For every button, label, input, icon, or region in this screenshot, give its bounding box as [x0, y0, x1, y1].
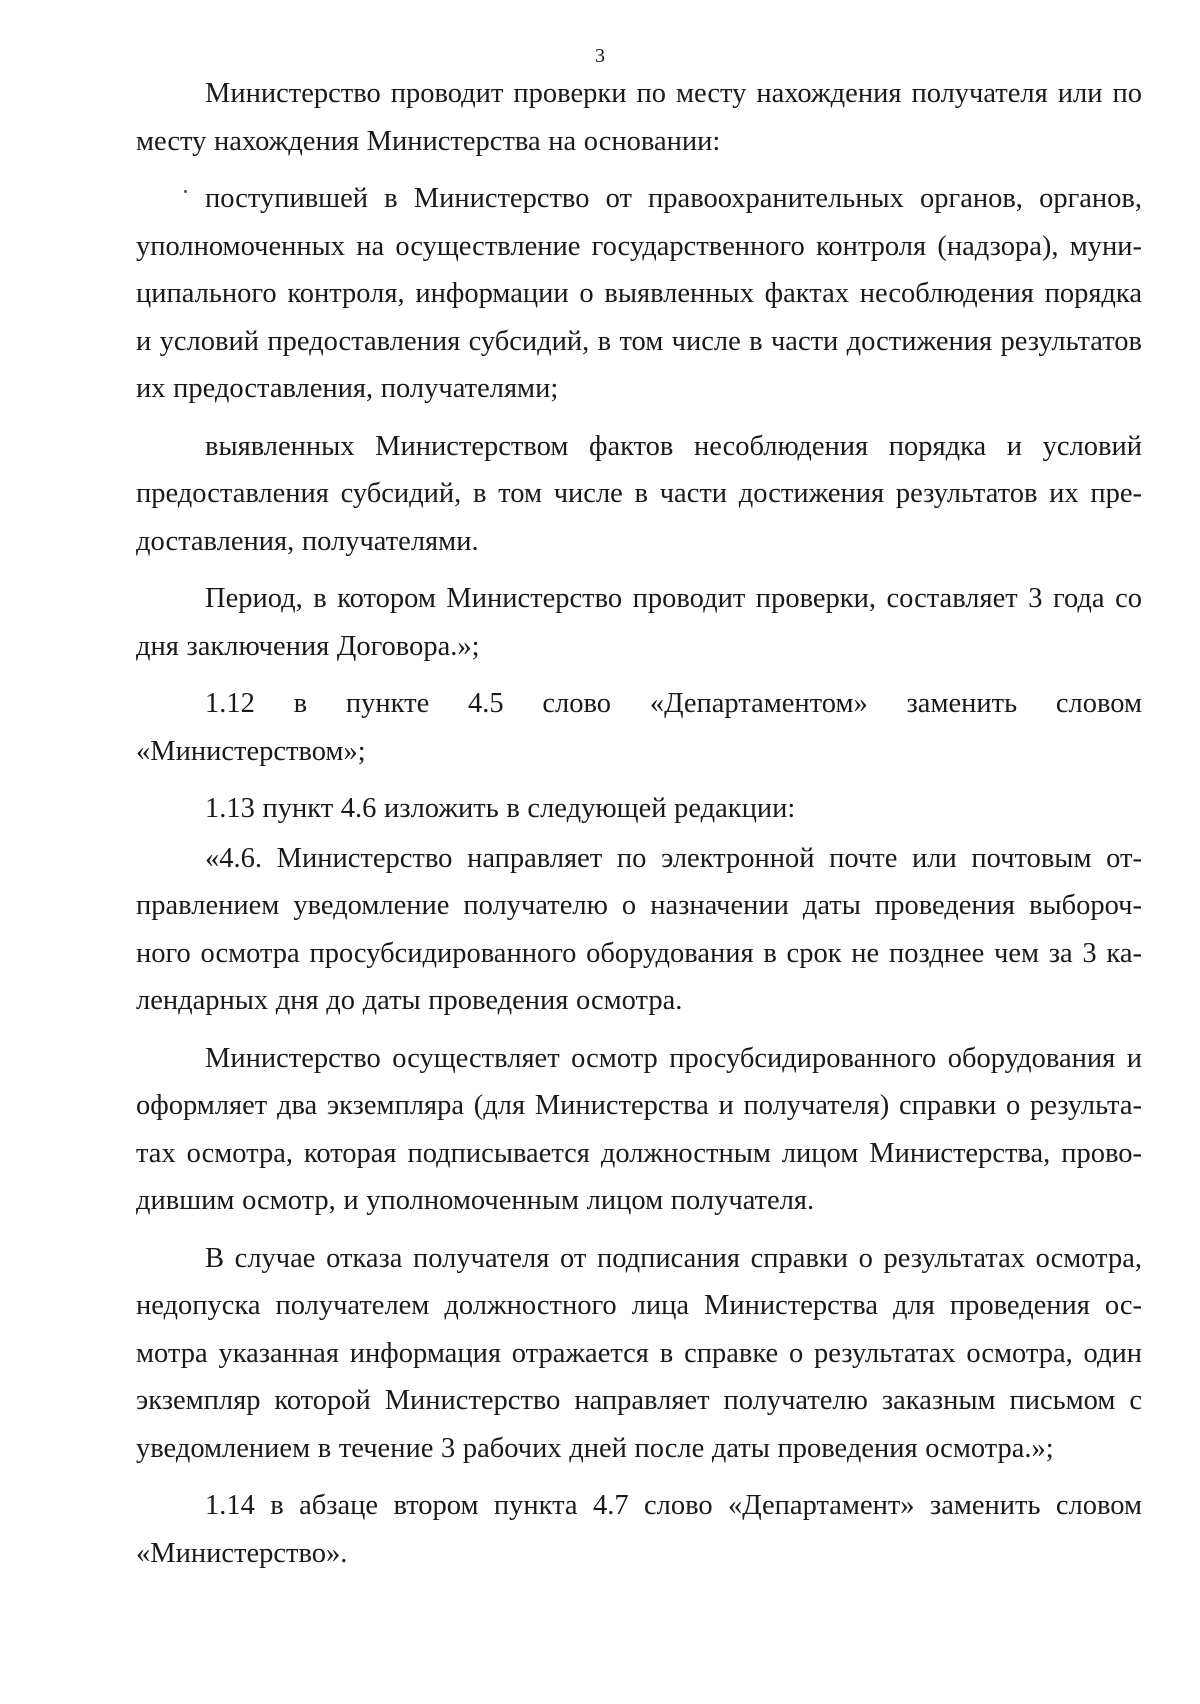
document-body	[136, 70, 1142, 1577]
paragraph-item-1-14: 1.14 в абзаце втором пункта 4.7 слово «Департамент» заменить словом «Министерство».	[136, 1490, 1142, 1569]
paragraph-inspections-intro: Министерство проводит проверки по месту нахождения получателя или по месту нахождения Министерства на основании:	[136, 78, 1142, 157]
paragraph-inspection-period: Период, в котором Министерство проводит проверки, составляет 3 года со дня заключения Договора.»;	[136, 583, 1142, 662]
paragraph-basis-received-info: поступившей в Министерство от правоохранительных органов, органов, уполномоченных на осуществление государственного контроля (надзора), муниципального контроля, информации о выявленных фактах несоблюдения порядка и условий предоставления субсидий, в том числе в части достижения результатов их предоставления, получателями;	[136, 183, 1142, 404]
paragraph-item-1-12: 1.12 в пункте 4.5 слово «Департаментом» заменить словом	[205, 688, 1142, 719]
paragraph-item-1-12-continued: «Министерством»;	[136, 735, 366, 767]
paragraph-refusal-case: В случае отказа получателя от подписания справки о результатах осмотра, недопуска получателем должностного лица Министерства для проведения осмотра указанная информация отражается в справке о результатах осмотра, один экземпляр которой Министерство направляет получателю заказным письмом с уведомлением в течение 3 рабочих дней после даты проведения осмотра.»;	[136, 1242, 1142, 1464]
page-number: 3	[595, 45, 605, 67]
paragraph-inspection-certificate: Министерство осуществляет осмотр просубсидированного оборудования и оформляет два экземпляра (для Министерства и получателя) справки о результатах осмотра, которая подписывается должностным лицом Министерства, проводившим осмотр, и уполномоченным лицом получателя.	[136, 1042, 1142, 1216]
paragraph-clause-4-6: «4.6. Министерство направляет по электронной почте или почтовым отправлением уведомление получателю о назначении даты проведения выборочного осмотра просубсидированного оборудования в срок не позднее чем за 3 календарных дня до даты проведения осмотра.	[136, 842, 1142, 1016]
paragraph-basis-identified-facts: выявленных Министерством фактов несоблюдения порядка и условий предоставления субсидий, в том числе в части достижения результатов их предоставления, получателями.	[136, 430, 1142, 557]
paragraph-item-1-13: 1.13 пункт 4.6 изложить в следующей редакции:	[205, 793, 796, 824]
